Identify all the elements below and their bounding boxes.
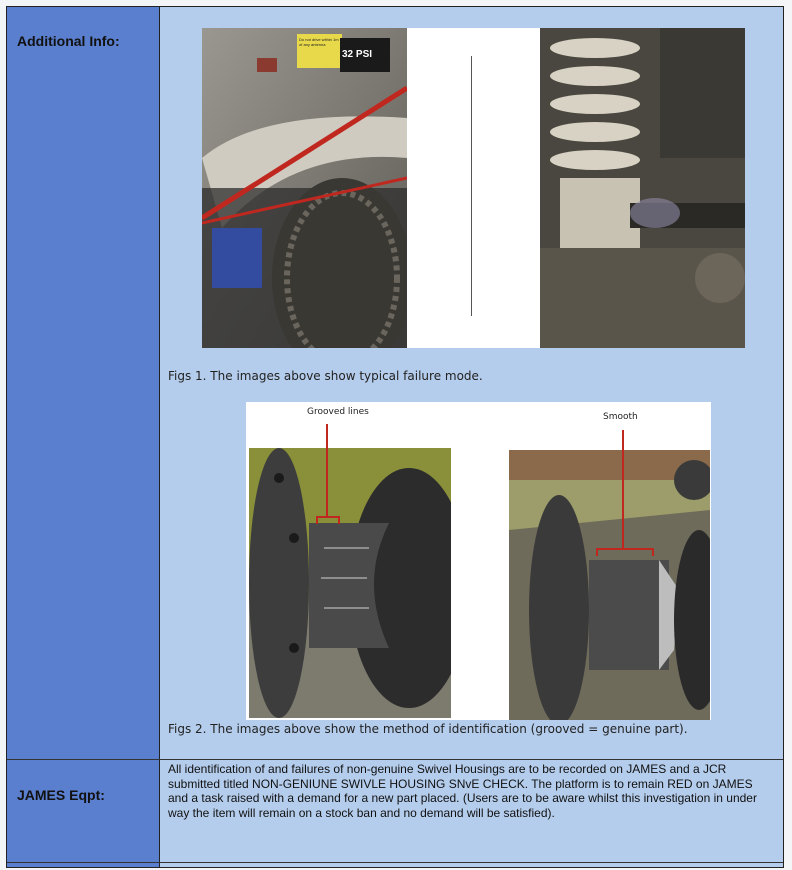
divider-line: [471, 56, 472, 316]
smooth-marker-bracket: [596, 548, 654, 556]
label-column: [7, 7, 160, 867]
additional-info-label: Additional Info:: [17, 33, 120, 49]
fig1-failure-photo-right: [540, 28, 745, 348]
fig2-genuine-part-photo: [249, 448, 451, 718]
fig1-spacer: [407, 28, 540, 348]
grooved-lines-label: Grooved lines: [307, 407, 369, 417]
warning-sticker-text: Do not drive within 1m of any antenna: [299, 37, 339, 47]
fig1-caption: Figs 1. The images above show typical failure mode.: [168, 369, 483, 383]
fig2-non-genuine-part-photo: [509, 450, 710, 720]
james-eqpt-text: All identification of and failures of non-genuine Swivel Housings are to be recorded on JAMES and a JCR submitted titled NON-GENIUNE SWIVLE HOUSING SNvE CHECK. The platform is to remain RED on JAMES and a task raised with a demand for a new part placed. (Users are to be aware whilst this investigation in under way the item will remain on a stock ban and no demand will be satisfied).: [168, 762, 757, 820]
fig1-failure-photo-left: [202, 28, 407, 348]
row-divider: [7, 862, 783, 863]
smooth-label: Smooth: [603, 412, 638, 422]
grooved-marker-bracket: [316, 516, 340, 524]
smooth-marker-line: [622, 430, 624, 550]
psi-sticker-text: 32 PSI: [342, 49, 373, 60]
james-eqpt-label: JAMES Eqpt:: [17, 787, 105, 803]
row-divider: [7, 759, 783, 760]
grooved-marker-line: [326, 424, 328, 518]
fig2-caption: Figs 2. The images above show the method of identification (grooved = genuine part).: [168, 722, 688, 736]
